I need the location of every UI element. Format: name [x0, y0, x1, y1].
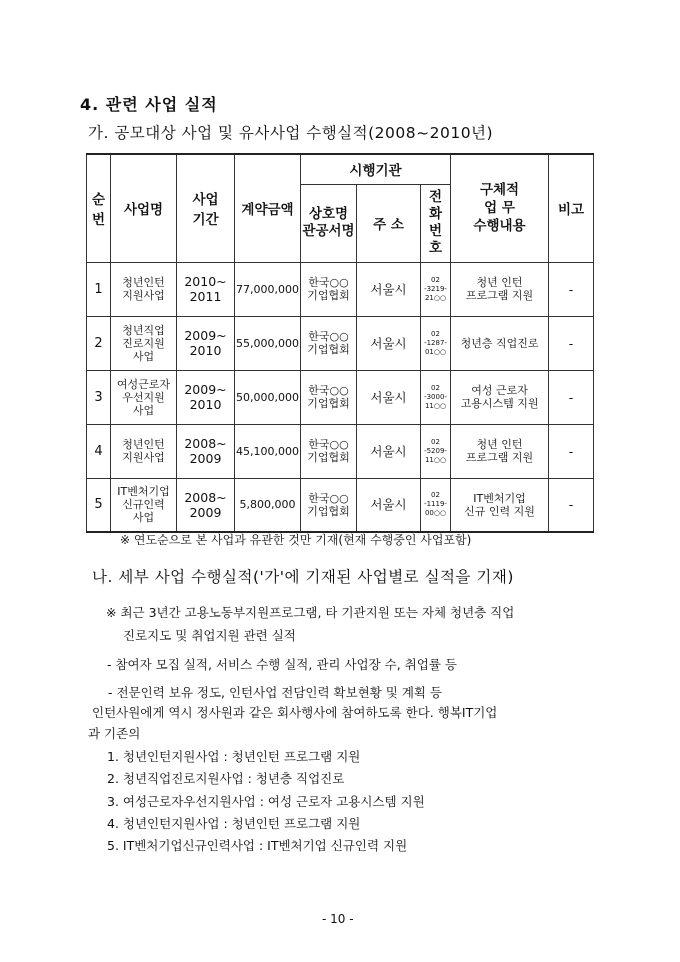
- dash-item-1: - 참여자 모집 실적, 서비스 수행 실적, 관리 사업장 수, 취업률 등: [107, 657, 457, 672]
- cell-name: 청년직업 진로지원 사업: [111, 316, 177, 370]
- header-seq: 순 번: [87, 154, 111, 262]
- cell-seq: 4: [87, 424, 111, 478]
- header-remark: 비고: [549, 154, 594, 262]
- list-item: 3. 여성근로자우선지원사업 : 여성 근로자 고용시스템 지원: [107, 794, 425, 809]
- cell-seq: 5: [87, 478, 111, 532]
- cell-agency: 한국○○ 기업협회: [301, 262, 357, 316]
- cell-detail: IT벤처기업 신규 인력 지원: [451, 478, 549, 532]
- cell-agency: 한국○○ 기업협회: [301, 370, 357, 424]
- cell-period: 2010~ 2011: [177, 262, 235, 316]
- cell-seq: 1: [87, 262, 111, 316]
- header-detail: 구체적 업 무 수행내용: [451, 154, 549, 262]
- subsection-a-title: 가. 공모대상 사업 및 유사사업 수행실적(2008~2010년): [88, 124, 494, 142]
- cell-name: 청년인턴 지원사업: [111, 424, 177, 478]
- table-note: ※ 연도순으로 본 사업과 유관한 것만 기재(현재 수행중인 사업포함): [120, 533, 472, 547]
- page-number: - 10 -: [322, 912, 354, 926]
- cell-amount: 5,800,000: [235, 478, 301, 532]
- table-row: [87, 478, 594, 532]
- cell-address: 서울시: [357, 262, 421, 316]
- table-body: [87, 262, 594, 532]
- cell-detail: 청년층 직업진로: [451, 316, 549, 370]
- cell-address: 서울시: [357, 478, 421, 532]
- cell-seq: 3: [87, 370, 111, 424]
- cell-phone: 02 -1287- 01○○: [421, 316, 451, 370]
- cell-address: 서울시: [357, 316, 421, 370]
- body-line-2: 과 기존의: [88, 726, 141, 741]
- cell-period: 2009~ 2010: [177, 370, 235, 424]
- header-amount: 계약금액: [235, 154, 301, 262]
- cell-phone: 02 -3219- 21○○: [421, 262, 451, 316]
- table-row: [87, 316, 594, 370]
- cell-period: 2009~ 2010: [177, 316, 235, 370]
- cell-name: 여성근로자 우선지원 사업: [111, 370, 177, 424]
- cell-detail: 청년 인턴 프로그램 지원: [451, 424, 549, 478]
- cell-period: 2008~ 2009: [177, 478, 235, 532]
- cell-address: 서울시: [357, 370, 421, 424]
- table-row: [87, 424, 594, 478]
- list-item: 2. 청년직업진로지원사업 : 청년층 직업진로: [107, 771, 345, 786]
- cell-remark: -: [549, 424, 594, 478]
- cell-agency: 한국○○ 기업협회: [301, 424, 357, 478]
- body-line-1: 인턴사원에게 역시 정사원과 같은 회사행사에 참여하도록 한다. 행복IT기업: [92, 705, 498, 720]
- list-item: 5. IT벤처기업신규인력사업 : IT벤처기업 신규인력 지원: [107, 838, 408, 853]
- dash-item-2: - 전문인력 보유 정도, 인턴사업 전담인력 확보현황 및 계획 등: [108, 685, 443, 700]
- header-name: 사업명: [111, 154, 177, 262]
- list-item: 4. 청년인턴지원사업 : 청년인턴 프로그램 지원: [107, 816, 361, 831]
- cell-address: 서울시: [357, 424, 421, 478]
- list-item: 1. 청년인턴지원사업 : 청년인턴 프로그램 지원: [107, 749, 361, 764]
- cell-amount: 55,000,000: [235, 316, 301, 370]
- table-row: [87, 370, 594, 424]
- cell-detail: 여성 근로자 고용시스템 지원: [451, 370, 549, 424]
- cell-phone: 02 -5209- 11○○: [421, 424, 451, 478]
- section-title: 4. 관련 사업 실적: [80, 95, 218, 114]
- subsection-b-title: 나. 세부 사업 수행실적('가'에 기재된 사업별로 실적을 기재): [92, 568, 514, 586]
- header-agency-name: 상호명 관공서명: [301, 184, 357, 262]
- cell-amount: 50,000,000: [235, 370, 301, 424]
- cell-remark: -: [549, 262, 594, 316]
- performance-table: [86, 153, 594, 533]
- cell-period: 2008~ 2009: [177, 424, 235, 478]
- header-period: 사업 기간: [177, 154, 235, 262]
- cell-remark: -: [549, 478, 594, 532]
- cell-agency: 한국○○ 기업협회: [301, 316, 357, 370]
- cell-amount: 77,000,000: [235, 262, 301, 316]
- header-agency: 시행기관: [301, 154, 451, 184]
- header-phone: 전 화 번 호: [421, 184, 451, 262]
- cell-name: IT벤처기업 신규인력 사업: [111, 478, 177, 532]
- cell-remark: -: [549, 316, 594, 370]
- cell-remark: -: [549, 370, 594, 424]
- cell-phone: 02 -1119- 00○○: [421, 478, 451, 532]
- cell-agency: 한국○○ 기업협회: [301, 478, 357, 532]
- cell-amount: 45,100,000: [235, 424, 301, 478]
- cell-phone: 02 -3000- 11○○: [421, 370, 451, 424]
- cell-seq: 2: [87, 316, 111, 370]
- note-line-2: 진로지도 및 취업지원 관련 실적: [123, 628, 296, 643]
- cell-detail: 청년 인턴 프로그램 지원: [451, 262, 549, 316]
- note-line-1: ※ 최근 3년간 고용노동부지원프로그램, 타 기관지원 또는 자체 청년층 직업: [106, 605, 515, 620]
- header-address: 주 소: [357, 184, 421, 262]
- table-row: [87, 262, 594, 316]
- cell-name: 청년인턴 지원사업: [111, 262, 177, 316]
